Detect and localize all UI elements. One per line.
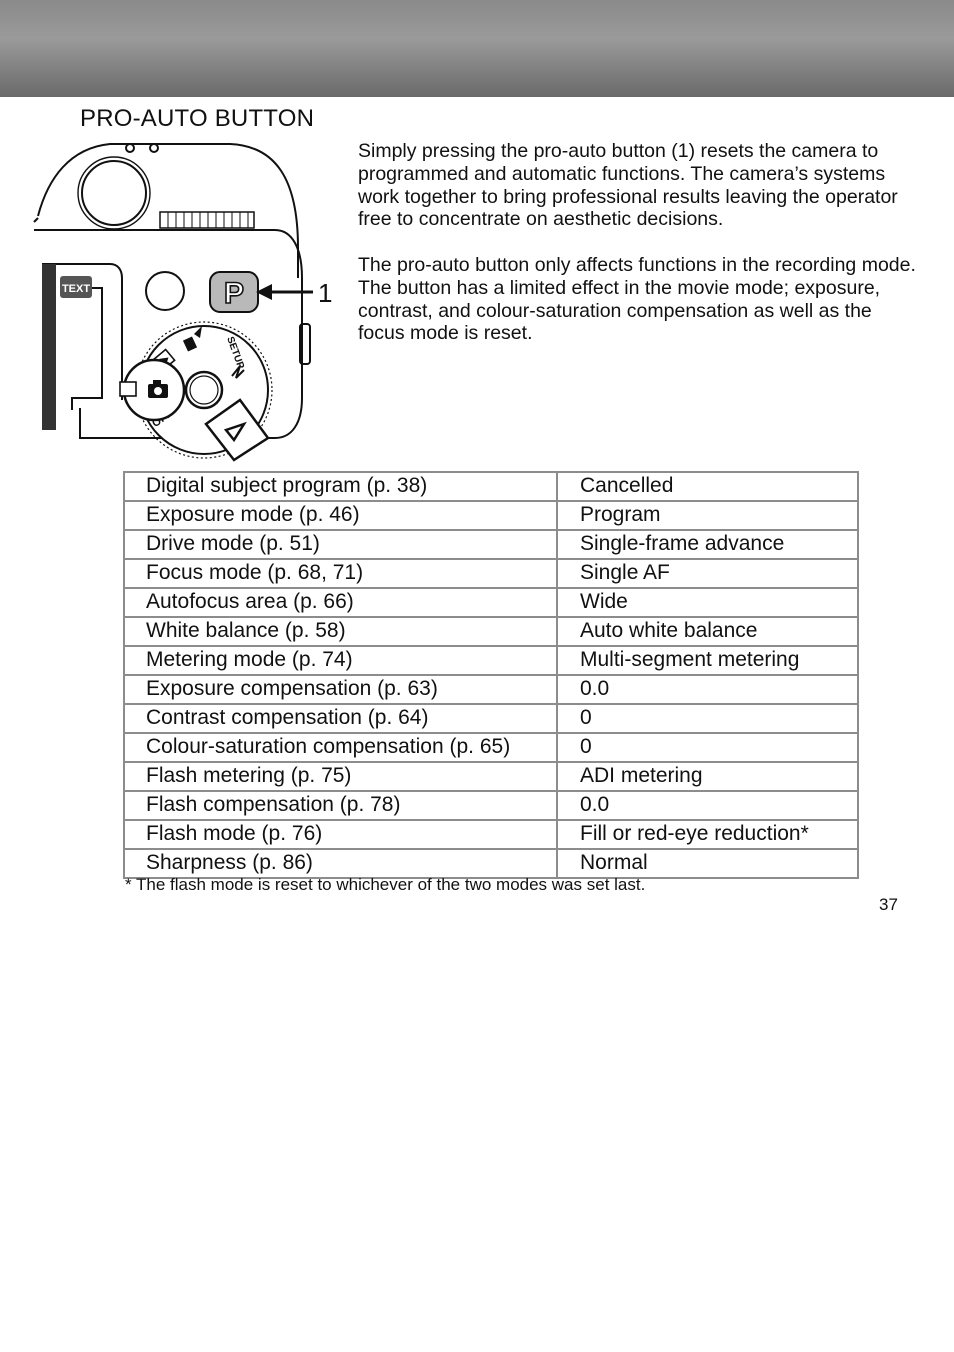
callout-arrow xyxy=(256,284,313,300)
page-number: 37 xyxy=(879,895,898,914)
section-title: PRO-AUTO BUTTON xyxy=(80,105,315,132)
setting-cell: ADI metering xyxy=(557,762,858,791)
function-cell: Flash metering (p. 75) xyxy=(124,762,557,791)
table-row xyxy=(124,791,858,820)
camera-illustration xyxy=(30,138,340,468)
table-row xyxy=(124,559,858,588)
svg-text:TEXT: TEXT xyxy=(61,283,91,295)
table-row xyxy=(124,501,858,530)
function-cell: Colour-saturation compensation (p. 65) xyxy=(124,733,557,762)
function-cell: Flash compensation (p. 78) xyxy=(124,791,557,820)
setting-cell: Single-frame advance xyxy=(557,530,858,559)
table-row xyxy=(124,530,858,559)
setting-cell: 0.0 xyxy=(557,791,858,820)
setting-cell: 0.0 xyxy=(557,675,858,704)
setting-cell: Normal xyxy=(557,849,858,878)
table-row xyxy=(124,675,858,704)
setting-cell: 0 xyxy=(557,704,858,733)
text-button-graphic xyxy=(60,276,92,298)
setting-cell: Multi-segment metering xyxy=(557,646,858,675)
function-cell: Autofocus area (p. 66) xyxy=(124,588,557,617)
table-row xyxy=(124,849,858,878)
function-cell: Exposure mode (p. 46) xyxy=(124,501,557,530)
function-cell: Focus mode (p. 68, 71) xyxy=(124,559,557,588)
setting-cell: Cancelled xyxy=(557,472,858,501)
callout-number: 1 xyxy=(318,278,333,308)
function-cell: Digital subject program (p. 38) xyxy=(124,472,557,501)
table-row xyxy=(124,704,858,733)
function-cell: Drive mode (p. 51) xyxy=(124,530,557,559)
setting-cell: 0 xyxy=(557,733,858,762)
table-row xyxy=(124,762,858,791)
table-row xyxy=(124,617,858,646)
function-cell: Exposure compensation (p. 63) xyxy=(124,675,557,704)
setting-cell: Fill or red-eye reduction* xyxy=(557,820,858,849)
setting-cell: Wide xyxy=(557,588,858,617)
table-row xyxy=(124,733,858,762)
panel-edge xyxy=(42,264,56,430)
table-row xyxy=(124,588,858,617)
setting-cell: Single AF xyxy=(557,559,858,588)
function-cell: White balance (p. 58) xyxy=(124,617,557,646)
function-cell: Flash mode (p. 76) xyxy=(124,820,557,849)
svg-text:SETUP: SETUP xyxy=(224,335,246,371)
setting-cell: Program xyxy=(557,501,858,530)
camera-mode-highlight xyxy=(120,360,184,420)
body-text xyxy=(358,140,918,368)
svg-text:P: P xyxy=(223,277,245,310)
function-cell: Contrast compensation (p. 64) xyxy=(124,704,557,733)
reset-settings-table xyxy=(123,471,859,879)
paragraph-1: Simply pressing the pro-auto button (1) resets the camera to programmed and automatic functions. The camera’s systems work together to bring professional results leaving the operator free to concentrate on aesthetic decisions. xyxy=(358,140,898,231)
function-cell: Sharpness (p. 86) xyxy=(124,849,557,878)
function-cell: Metering mode (p. 74) xyxy=(124,646,557,675)
table-row xyxy=(124,646,858,675)
pro-auto-button-graphic xyxy=(210,272,258,312)
header-band xyxy=(0,0,954,97)
setting-cell: Auto white balance xyxy=(557,617,858,646)
paragraph-2: The pro-auto button only affects functions in the recording mode. The button has a limited effect in the movie mode; exposure, contrast, and colour-saturation compensation as well as the focus mode is reset. xyxy=(358,253,916,345)
table-row xyxy=(124,472,858,501)
table-row xyxy=(124,820,858,849)
footnote: * The flash mode is reset to whichever of the two modes was set last. xyxy=(125,875,646,894)
